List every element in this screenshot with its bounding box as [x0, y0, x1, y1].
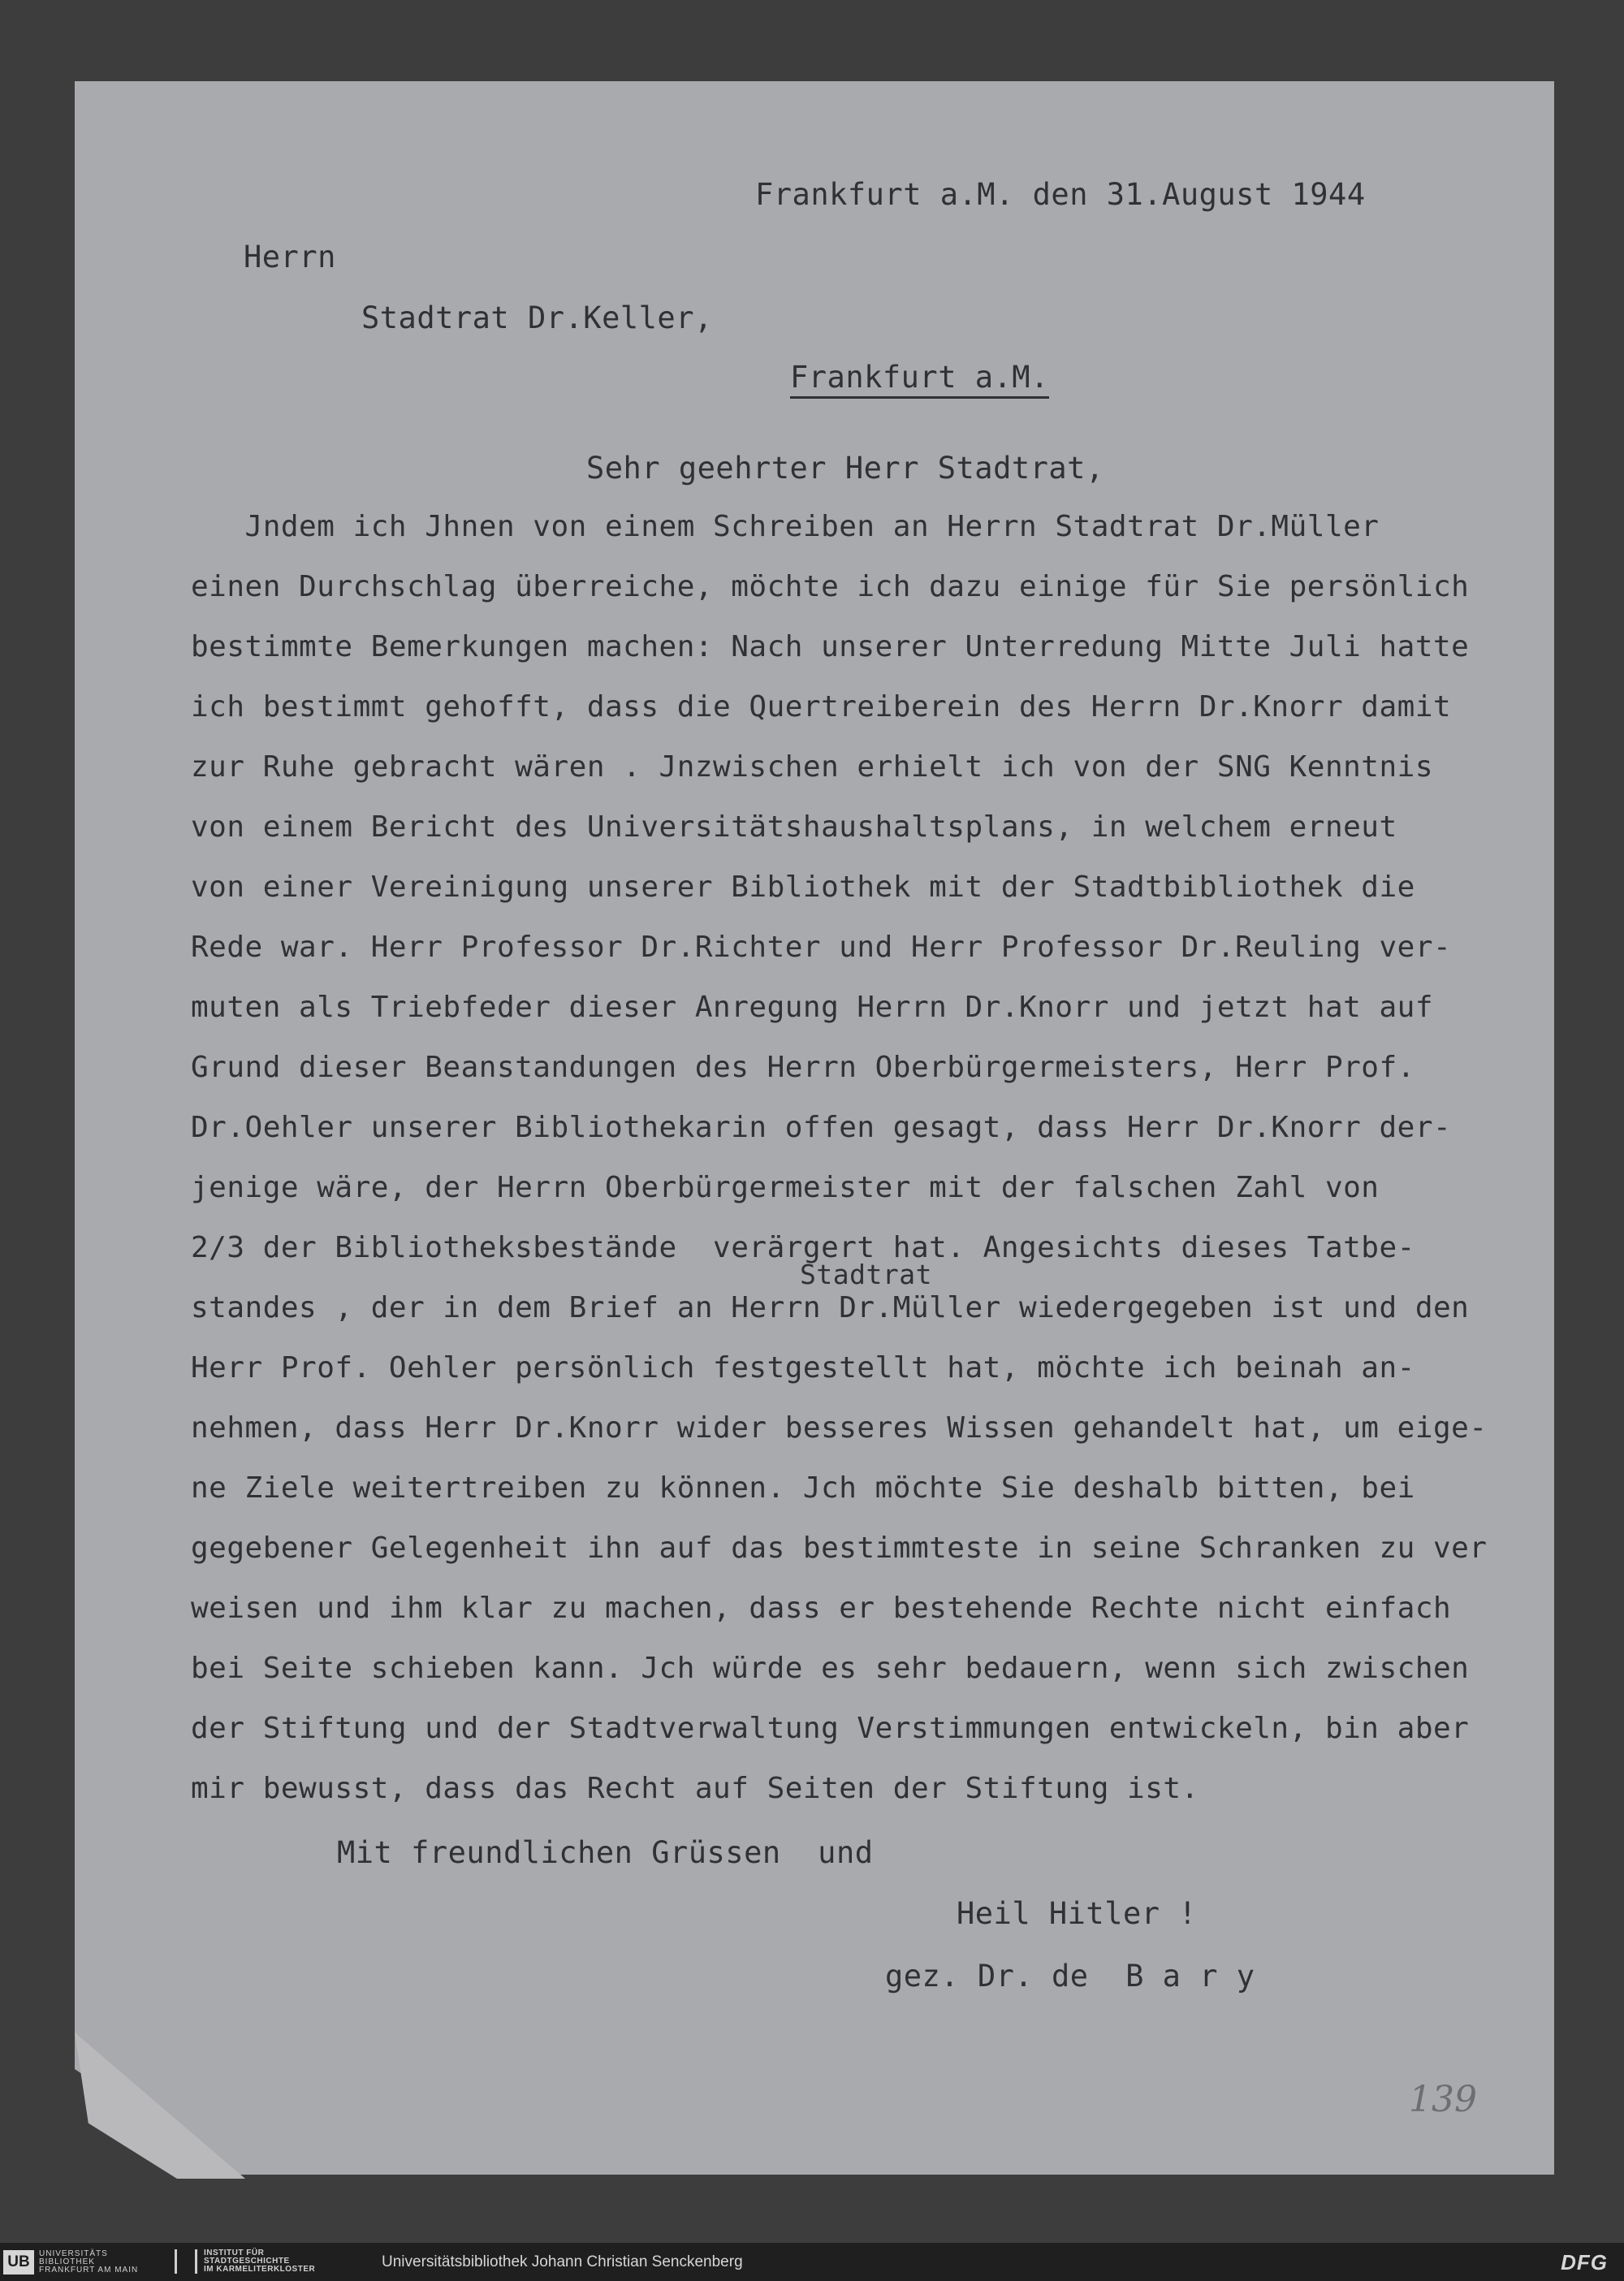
inserted-word: Stadtrat [800, 1259, 932, 1290]
letter-greeting: Sehr geehrter Herr Stadtrat, [586, 451, 1104, 486]
ub-text-line: BIBLIOTHEK [39, 2257, 95, 2266]
body-line: ich bestimmt gehofft, dass die Quertreiberein des Herrn Dr.Knorr damit [191, 690, 1452, 724]
body-line: Jndem ich Jhnen von einem Schreiben an Herrn Stadtrat Dr.Müller [191, 510, 1380, 543]
body-line: von einem Bericht des Universitätshaushaltsplans, in welchem erneut [191, 810, 1397, 844]
body-line: mir bewusst, dass das Recht auf Seiten der Stiftung ist. [191, 1772, 1199, 1805]
isg-logo-icon [175, 2249, 197, 2274]
body-line: Herr Prof. Oehler persönlich festgestellt hat, möchte ich beinah an- [191, 1351, 1415, 1385]
ub-text-line: FRANKFURT AM MAIN [39, 2266, 139, 2275]
body-line: von einer Vereinigung unserer Bibliothek mit der Stadtbibliothek die [191, 870, 1415, 904]
body-line: 2/3 der Bibliotheksbestände verärgert hat. Angesichts dieses Tatbe- [191, 1231, 1415, 1264]
body-line: weisen und ihm klar zu machen, dass er bestehende Rechte nicht einfach [191, 1592, 1452, 1625]
dfg-logo[interactable]: DFG [1561, 2250, 1608, 2275]
viewer-footer [0, 2243, 1624, 2281]
body-line: einen Durchschlag überreiche, möchte ich dazu einige für Sie persönlich [191, 570, 1470, 603]
ub-logo[interactable] [3, 2249, 138, 2275]
body-line: jenige wäre, der Herrn Oberbürgermeister mit der falschen Zahl von [191, 1171, 1380, 1204]
signature: gez. Dr. de B a r y [885, 1959, 1255, 1994]
body-line: der Stiftung und der Stadtverwaltung Verstimmungen entwickeln, bin aber [191, 1712, 1470, 1745]
letter-closing: Mit freundlichen Grüssen und [337, 1835, 874, 1870]
ub-text-line: UNIVERSITÄTS [39, 2249, 108, 2258]
recipient-city: Frankfurt a.M. [790, 360, 1049, 399]
recipient-salutation: Herrn [244, 240, 336, 274]
closing-salute: Heil Hitler ! [957, 1896, 1198, 1931]
footer-title: Universitätsbibliothek Johann Christian Senckenberg [382, 2253, 743, 2270]
body-line: standes , der in dem Brief an Herrn Dr.Müller wiedergegeben ist und den [191, 1291, 1470, 1324]
ub-logo-icon: UB [3, 2250, 34, 2275]
isg-logo[interactable] [175, 2249, 315, 2274]
letter-date: Frankfurt a.M. den 31.August 1944 [755, 177, 1366, 212]
recipient-name: Stadtrat Dr.Keller, [361, 300, 713, 335]
isg-text-line: IM KARMELITERKLOSTER [204, 2265, 316, 2274]
body-line: Grund dieser Beanstandungen des Herrn Oberbürgermeisters, Herr Prof. [191, 1051, 1415, 1084]
body-line: zur Ruhe gebracht wären . Jnzwischen erhielt ich von der SNG Kenntnis [191, 750, 1433, 784]
body-line: bei Seite schieben kann. Jch würde es sehr bedauern, wenn sich zwischen [191, 1652, 1470, 1685]
archive-page-number: 139 [1409, 2079, 1477, 2120]
body-line: gegebener Gelegenheit ihn auf das bestimmteste in seine Schranken zu ver [191, 1531, 1488, 1565]
isg-text-line: INSTITUT FÜR [204, 2249, 265, 2257]
body-line: ne Ziele weitertreiben zu können. Jch möchte Sie deshalb bitten, bei [191, 1471, 1415, 1505]
body-line: Dr.Oehler unserer Bibliothekarin offen gesagt, dass Herr Dr.Knorr der- [191, 1111, 1452, 1144]
body-line: nehmen, dass Herr Dr.Knorr wider besseres Wissen gehandelt hat, um eige- [191, 1411, 1488, 1445]
isg-text-line: STADTGESCHICHTE [204, 2257, 290, 2266]
body-line: Rede war. Herr Professor Dr.Richter und Herr Professor Dr.Reuling ver- [191, 931, 1452, 964]
body-line: bestimmte Bemerkungen machen: Nach unserer Unterredung Mitte Juli hatte [191, 630, 1470, 663]
body-line: muten als Triebfeder dieser Anregung Herrn Dr.Knorr und jetzt hat auf [191, 991, 1433, 1024]
